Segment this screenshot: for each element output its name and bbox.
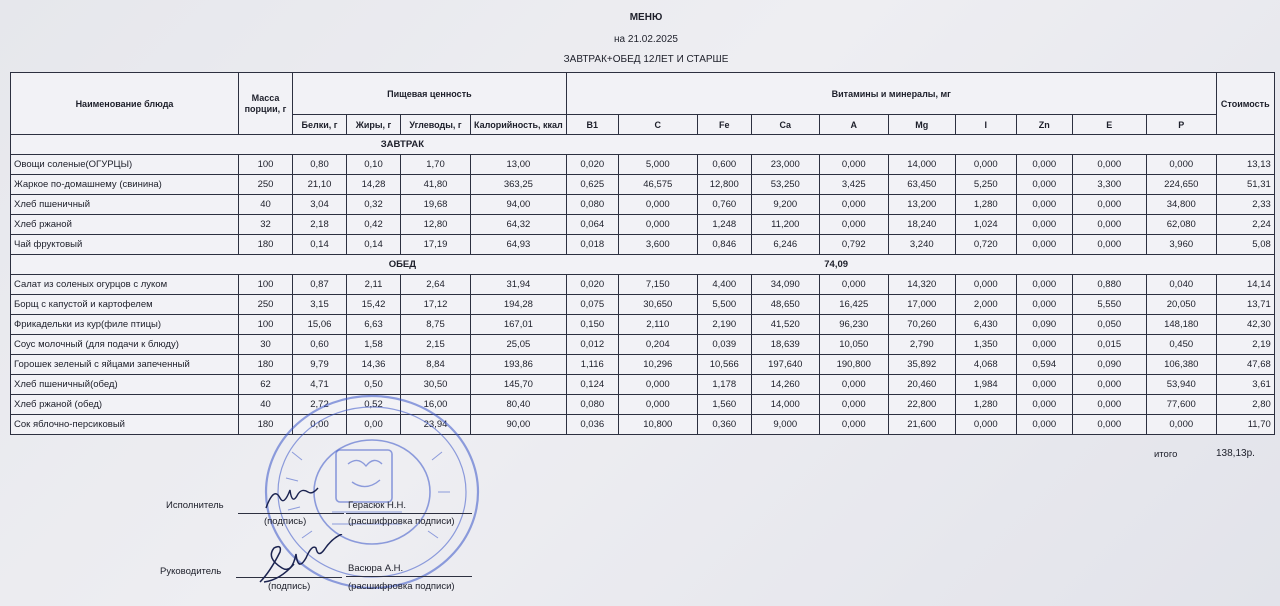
value-cell: 3,300 (1072, 175, 1146, 195)
cost-cell: 11,70 (1216, 415, 1274, 435)
total-label: итого (1154, 449, 1178, 460)
value-cell: 0,000 (1016, 215, 1072, 235)
col-p-header: P (1146, 115, 1216, 135)
value-cell: 0,000 (819, 415, 888, 435)
value-cell: 41,80 (401, 175, 471, 195)
value-cell: 250 (239, 295, 293, 315)
value-cell: 6,63 (347, 315, 401, 335)
value-cell: 14,000 (751, 395, 819, 415)
value-cell: 23,000 (751, 155, 819, 175)
value-cell: 9,200 (751, 195, 819, 215)
dish-name-cell: Борщ с капустой и картофелем (11, 295, 239, 315)
value-cell: 0,000 (1072, 155, 1146, 175)
value-cell: 63,450 (888, 175, 955, 195)
section-empty-cell (11, 135, 239, 155)
value-cell: 10,800 (618, 415, 697, 435)
value-cell: 0,14 (347, 235, 401, 255)
dish-name-cell: Хлеб пшеничный(обед) (11, 375, 239, 395)
value-cell: 1,350 (955, 335, 1016, 355)
value-cell: 64,93 (471, 235, 567, 255)
table-row (11, 215, 1275, 235)
dish-name-cell: Салат из соленых огурцов с луком (11, 275, 239, 295)
value-cell: 0,000 (819, 275, 888, 295)
value-cell: 96,230 (819, 315, 888, 335)
value-cell: 0,080 (566, 195, 618, 215)
cost-cell: 47,68 (1216, 355, 1274, 375)
value-cell: 2,000 (955, 295, 1016, 315)
cost-cell: 13,13 (1216, 155, 1274, 175)
value-cell: 0,000 (618, 215, 697, 235)
col-mass-header: Масса порции, г (239, 73, 293, 135)
value-cell: 0,000 (1016, 395, 1072, 415)
value-cell: 190,800 (819, 355, 888, 375)
value-cell: 14,320 (888, 275, 955, 295)
value-cell: 0,720 (955, 235, 1016, 255)
value-cell: 0,150 (566, 315, 618, 335)
value-cell: 0,015 (1072, 335, 1146, 355)
value-cell: 17,000 (888, 295, 955, 315)
value-cell: 10,050 (819, 335, 888, 355)
manager-sign-caption: (подпись) (268, 581, 311, 592)
value-cell: 0,450 (1146, 335, 1216, 355)
value-cell: 1,58 (347, 335, 401, 355)
value-cell: 11,200 (751, 215, 819, 235)
value-cell: 197,640 (751, 355, 819, 375)
value-cell: 0,594 (1016, 355, 1072, 375)
manager-name-line (346, 576, 472, 577)
value-cell: 30,650 (618, 295, 697, 315)
value-cell: 0,000 (618, 395, 697, 415)
value-cell: 180 (239, 235, 293, 255)
value-cell: 20,460 (888, 375, 955, 395)
value-cell: 13,200 (888, 195, 955, 215)
col-protein-header: Белки, г (293, 115, 347, 135)
value-cell: 194,28 (471, 295, 567, 315)
value-cell: 0,60 (293, 335, 347, 355)
total-value: 138,13р. (1216, 448, 1255, 459)
table-row (11, 175, 1275, 195)
value-cell: 0,204 (618, 335, 697, 355)
col-vitamins-header: Витамины и минералы, мг (566, 73, 1216, 115)
table-row (11, 375, 1275, 395)
value-cell: 14,260 (751, 375, 819, 395)
value-cell: 0,000 (1016, 375, 1072, 395)
dish-name-cell: Чай фруктовый (11, 235, 239, 255)
value-cell: 46,575 (618, 175, 697, 195)
executor-name: Герасюк Н.Н. (348, 500, 407, 511)
cost-cell: 2,24 (1216, 215, 1274, 235)
value-cell: 0,124 (566, 375, 618, 395)
value-cell: 0,50 (347, 375, 401, 395)
value-cell: 0,760 (697, 195, 751, 215)
value-cell: 16,425 (819, 295, 888, 315)
col-a-header: A (819, 115, 888, 135)
value-cell: 0,360 (697, 415, 751, 435)
value-cell: 193,86 (471, 355, 567, 375)
value-cell: 0,000 (1146, 155, 1216, 175)
manager-signature (254, 534, 354, 590)
value-cell: 100 (239, 315, 293, 335)
table-row (11, 275, 1275, 295)
value-cell: 0,792 (819, 235, 888, 255)
value-cell: 0,000 (1016, 335, 1072, 355)
value-cell: 5,250 (955, 175, 1016, 195)
value-cell: 167,01 (471, 315, 567, 335)
value-cell: 4,068 (955, 355, 1016, 375)
value-cell: 14,000 (888, 155, 955, 175)
dish-name-cell: Хлеб ржаной (11, 215, 239, 235)
manager-label: Руководитель (160, 566, 222, 577)
value-cell: 0,000 (1016, 275, 1072, 295)
table-body (11, 135, 1275, 435)
value-cell: 0,018 (566, 235, 618, 255)
dish-name-cell: Соус молочный (для подачи к блюду) (11, 335, 239, 355)
section-subtotal: 74,09 (566, 255, 1274, 275)
value-cell: 12,80 (401, 215, 471, 235)
value-cell: 40 (239, 195, 293, 215)
value-cell: 62 (239, 375, 293, 395)
value-cell: 3,960 (1146, 235, 1216, 255)
dish-name-cell: Хлеб ржаной (обед) (11, 395, 239, 415)
value-cell: 17,12 (401, 295, 471, 315)
value-cell: 32 (239, 215, 293, 235)
value-cell: 1,178 (697, 375, 751, 395)
value-cell: 22,800 (888, 395, 955, 415)
document-subtitle: ЗАВТРАК+ОБЕД 12ЛЕТ И СТАРШЕ (563, 54, 729, 65)
value-cell: 1,984 (955, 375, 1016, 395)
dish-name-cell: Жаркое по-домашнему (свинина) (11, 175, 239, 195)
value-cell: 16,00 (401, 395, 471, 415)
value-cell: 62,080 (1146, 215, 1216, 235)
value-cell: 0,020 (566, 275, 618, 295)
value-cell: 224,650 (1146, 175, 1216, 195)
value-cell: 0,090 (1016, 315, 1072, 335)
value-cell: 0,000 (955, 155, 1016, 175)
value-cell: 64,32 (471, 215, 567, 235)
value-cell: 0,625 (566, 175, 618, 195)
value-cell: 0,14 (293, 235, 347, 255)
section-subtotal (566, 135, 1274, 155)
value-cell: 0,050 (1072, 315, 1146, 335)
cost-cell: 5,08 (1216, 235, 1274, 255)
col-name-header: Наименование блюда (11, 73, 239, 135)
value-cell: 0,000 (1072, 415, 1146, 435)
dish-name-cell: Фрикадельки из кур(филе птицы) (11, 315, 239, 335)
value-cell: 6,430 (955, 315, 1016, 335)
value-cell: 15,42 (347, 295, 401, 315)
value-cell: 2,15 (401, 335, 471, 355)
value-cell: 0,42 (347, 215, 401, 235)
value-cell: 3,04 (293, 195, 347, 215)
executor-label: Исполнитель (166, 500, 224, 511)
value-cell: 0,000 (1072, 195, 1146, 215)
value-cell: 41,520 (751, 315, 819, 335)
value-cell: 0,87 (293, 275, 347, 295)
executor-decode-caption: (расшифровка подписи) (348, 516, 455, 527)
cost-cell: 2,33 (1216, 195, 1274, 215)
col-e-header: E (1072, 115, 1146, 135)
section-title: ЗАВТРАК (239, 135, 567, 155)
value-cell: 14,36 (347, 355, 401, 375)
value-cell: 48,650 (751, 295, 819, 315)
value-cell: 0,000 (1072, 235, 1146, 255)
value-cell: 14,28 (347, 175, 401, 195)
col-calories-header: Калорийность, ккал (471, 115, 567, 135)
table-row (11, 415, 1275, 435)
value-cell: 0,00 (347, 415, 401, 435)
value-cell: 0,10 (347, 155, 401, 175)
value-cell: 53,250 (751, 175, 819, 195)
section-empty-cell (11, 255, 239, 275)
value-cell: 40 (239, 395, 293, 415)
value-cell: 1,560 (697, 395, 751, 415)
value-cell: 0,000 (618, 375, 697, 395)
value-cell: 2,72 (293, 395, 347, 415)
dish-name-cell: Горошек зеленый с яйцами запеченный (11, 355, 239, 375)
value-cell: 148,180 (1146, 315, 1216, 335)
value-cell: 0,000 (1072, 395, 1146, 415)
value-cell: 2,110 (618, 315, 697, 335)
value-cell: 0,020 (566, 155, 618, 175)
table-header-row (11, 73, 1275, 115)
value-cell: 17,19 (401, 235, 471, 255)
value-cell: 3,15 (293, 295, 347, 315)
document-date: на 21.02.2025 (614, 34, 678, 45)
value-cell: 15,06 (293, 315, 347, 335)
col-b1-header: B1 (566, 115, 618, 135)
value-cell: 0,000 (955, 275, 1016, 295)
value-cell: 2,18 (293, 215, 347, 235)
cost-cell: 13,71 (1216, 295, 1274, 315)
value-cell: 100 (239, 275, 293, 295)
value-cell: 0,52 (347, 395, 401, 415)
col-carbs-header: Углеводы, г (401, 115, 471, 135)
value-cell: 0,000 (1016, 295, 1072, 315)
value-cell: 1,280 (955, 195, 1016, 215)
value-cell: 0,846 (697, 235, 751, 255)
col-cost-header: Стоимость (1216, 73, 1274, 135)
table-row (11, 395, 1275, 415)
menu-table (10, 72, 1275, 435)
value-cell: 6,246 (751, 235, 819, 255)
section-title: ОБЕД (239, 255, 567, 275)
value-cell: 77,600 (1146, 395, 1216, 415)
value-cell: 4,400 (697, 275, 751, 295)
value-cell: 2,190 (697, 315, 751, 335)
col-i-header: I (955, 115, 1016, 135)
value-cell: 35,892 (888, 355, 955, 375)
value-cell: 23,94 (401, 415, 471, 435)
value-cell: 2,790 (888, 335, 955, 355)
value-cell: 0,040 (1146, 275, 1216, 295)
manager-name: Васюра А.Н. (348, 563, 404, 574)
value-cell: 21,10 (293, 175, 347, 195)
dish-name-cell: Хлеб пшеничный (11, 195, 239, 215)
table-row (11, 355, 1275, 375)
value-cell: 9,000 (751, 415, 819, 435)
col-fe-header: Fe (697, 115, 751, 135)
value-cell: 180 (239, 355, 293, 375)
value-cell: 0,32 (347, 195, 401, 215)
value-cell: 0,000 (1146, 415, 1216, 435)
executor-sign-caption: (подпись) (264, 516, 307, 527)
section-row (11, 135, 1275, 155)
value-cell: 19,68 (401, 195, 471, 215)
value-cell: 0,000 (1016, 155, 1072, 175)
cost-cell: 3,61 (1216, 375, 1274, 395)
value-cell: 5,500 (697, 295, 751, 315)
value-cell: 8,75 (401, 315, 471, 335)
value-cell: 0,00 (293, 415, 347, 435)
value-cell: 1,116 (566, 355, 618, 375)
value-cell: 0,600 (697, 155, 751, 175)
value-cell: 0,036 (566, 415, 618, 435)
col-mg-header: Mg (888, 115, 955, 135)
value-cell: 12,800 (697, 175, 751, 195)
value-cell: 9,79 (293, 355, 347, 375)
table-row (11, 155, 1275, 175)
col-c-header: C (618, 115, 697, 135)
value-cell: 5,000 (618, 155, 697, 175)
value-cell: 25,05 (471, 335, 567, 355)
value-cell: 34,090 (751, 275, 819, 295)
value-cell: 30 (239, 335, 293, 355)
value-cell: 106,380 (1146, 355, 1216, 375)
manager-decode-caption: (расшифровка подписи) (348, 581, 455, 592)
value-cell: 5,550 (1072, 295, 1146, 315)
col-ca-header: Ca (751, 115, 819, 135)
value-cell: 94,00 (471, 195, 567, 215)
value-cell: 18,240 (888, 215, 955, 235)
value-cell: 0,000 (1016, 175, 1072, 195)
value-cell: 20,050 (1146, 295, 1216, 315)
executor-name-line (346, 513, 472, 514)
value-cell: 7,150 (618, 275, 697, 295)
cost-cell: 2,80 (1216, 395, 1274, 415)
value-cell: 53,940 (1146, 375, 1216, 395)
value-cell: 2,11 (347, 275, 401, 295)
value-cell: 0,880 (1072, 275, 1146, 295)
value-cell: 0,000 (819, 215, 888, 235)
table-row (11, 295, 1275, 315)
value-cell: 0,000 (1072, 375, 1146, 395)
dish-name-cell: Овощи соленые(ОГУРЦЫ) (11, 155, 239, 175)
value-cell: 80,40 (471, 395, 567, 415)
value-cell: 0,000 (618, 195, 697, 215)
value-cell: 21,600 (888, 415, 955, 435)
value-cell: 0,064 (566, 215, 618, 235)
value-cell: 0,000 (1016, 195, 1072, 215)
value-cell: 3,240 (888, 235, 955, 255)
cost-cell: 42,30 (1216, 315, 1274, 335)
value-cell: 1,248 (697, 215, 751, 235)
value-cell: 0,039 (697, 335, 751, 355)
executor-signature (262, 482, 322, 514)
value-cell: 70,260 (888, 315, 955, 335)
value-cell: 0,012 (566, 335, 618, 355)
value-cell: 2,64 (401, 275, 471, 295)
value-cell: 0,000 (955, 415, 1016, 435)
value-cell: 0,80 (293, 155, 347, 175)
value-cell: 0,000 (1072, 215, 1146, 235)
value-cell: 3,425 (819, 175, 888, 195)
value-cell: 10,296 (618, 355, 697, 375)
value-cell: 180 (239, 415, 293, 435)
value-cell: 30,50 (401, 375, 471, 395)
value-cell: 0,000 (1016, 415, 1072, 435)
table-row (11, 235, 1275, 255)
value-cell: 18,639 (751, 335, 819, 355)
value-cell: 10,566 (697, 355, 751, 375)
document-title: МЕНЮ (629, 12, 663, 23)
col-fat-header: Жиры, г (347, 115, 401, 135)
value-cell: 4,71 (293, 375, 347, 395)
value-cell: 8,84 (401, 355, 471, 375)
value-cell: 31,94 (471, 275, 567, 295)
value-cell: 0,000 (819, 195, 888, 215)
value-cell: 363,25 (471, 175, 567, 195)
value-cell: 100 (239, 155, 293, 175)
cost-cell: 51,31 (1216, 175, 1274, 195)
value-cell: 0,000 (1016, 235, 1072, 255)
value-cell: 34,800 (1146, 195, 1216, 215)
value-cell: 0,075 (566, 295, 618, 315)
table-row (11, 195, 1275, 215)
value-cell: 3,600 (618, 235, 697, 255)
value-cell: 0,000 (819, 155, 888, 175)
value-cell: 1,70 (401, 155, 471, 175)
value-cell: 13,00 (471, 155, 567, 175)
cost-cell: 2,19 (1216, 335, 1274, 355)
cost-cell: 14,14 (1216, 275, 1274, 295)
value-cell: 250 (239, 175, 293, 195)
value-cell: 1,280 (955, 395, 1016, 415)
section-row (11, 255, 1275, 275)
value-cell: 0,000 (819, 375, 888, 395)
value-cell: 0,090 (1072, 355, 1146, 375)
value-cell: 1,024 (955, 215, 1016, 235)
value-cell: 145,70 (471, 375, 567, 395)
table-row (11, 335, 1275, 355)
value-cell: 0,000 (819, 395, 888, 415)
value-cell: 0,080 (566, 395, 618, 415)
col-zn-header: Zn (1016, 115, 1072, 135)
dish-name-cell: Сок яблочно-персиковый (11, 415, 239, 435)
col-nutrition-header: Пищевая ценность (293, 73, 567, 115)
value-cell: 90,00 (471, 415, 567, 435)
table-row (11, 315, 1275, 335)
